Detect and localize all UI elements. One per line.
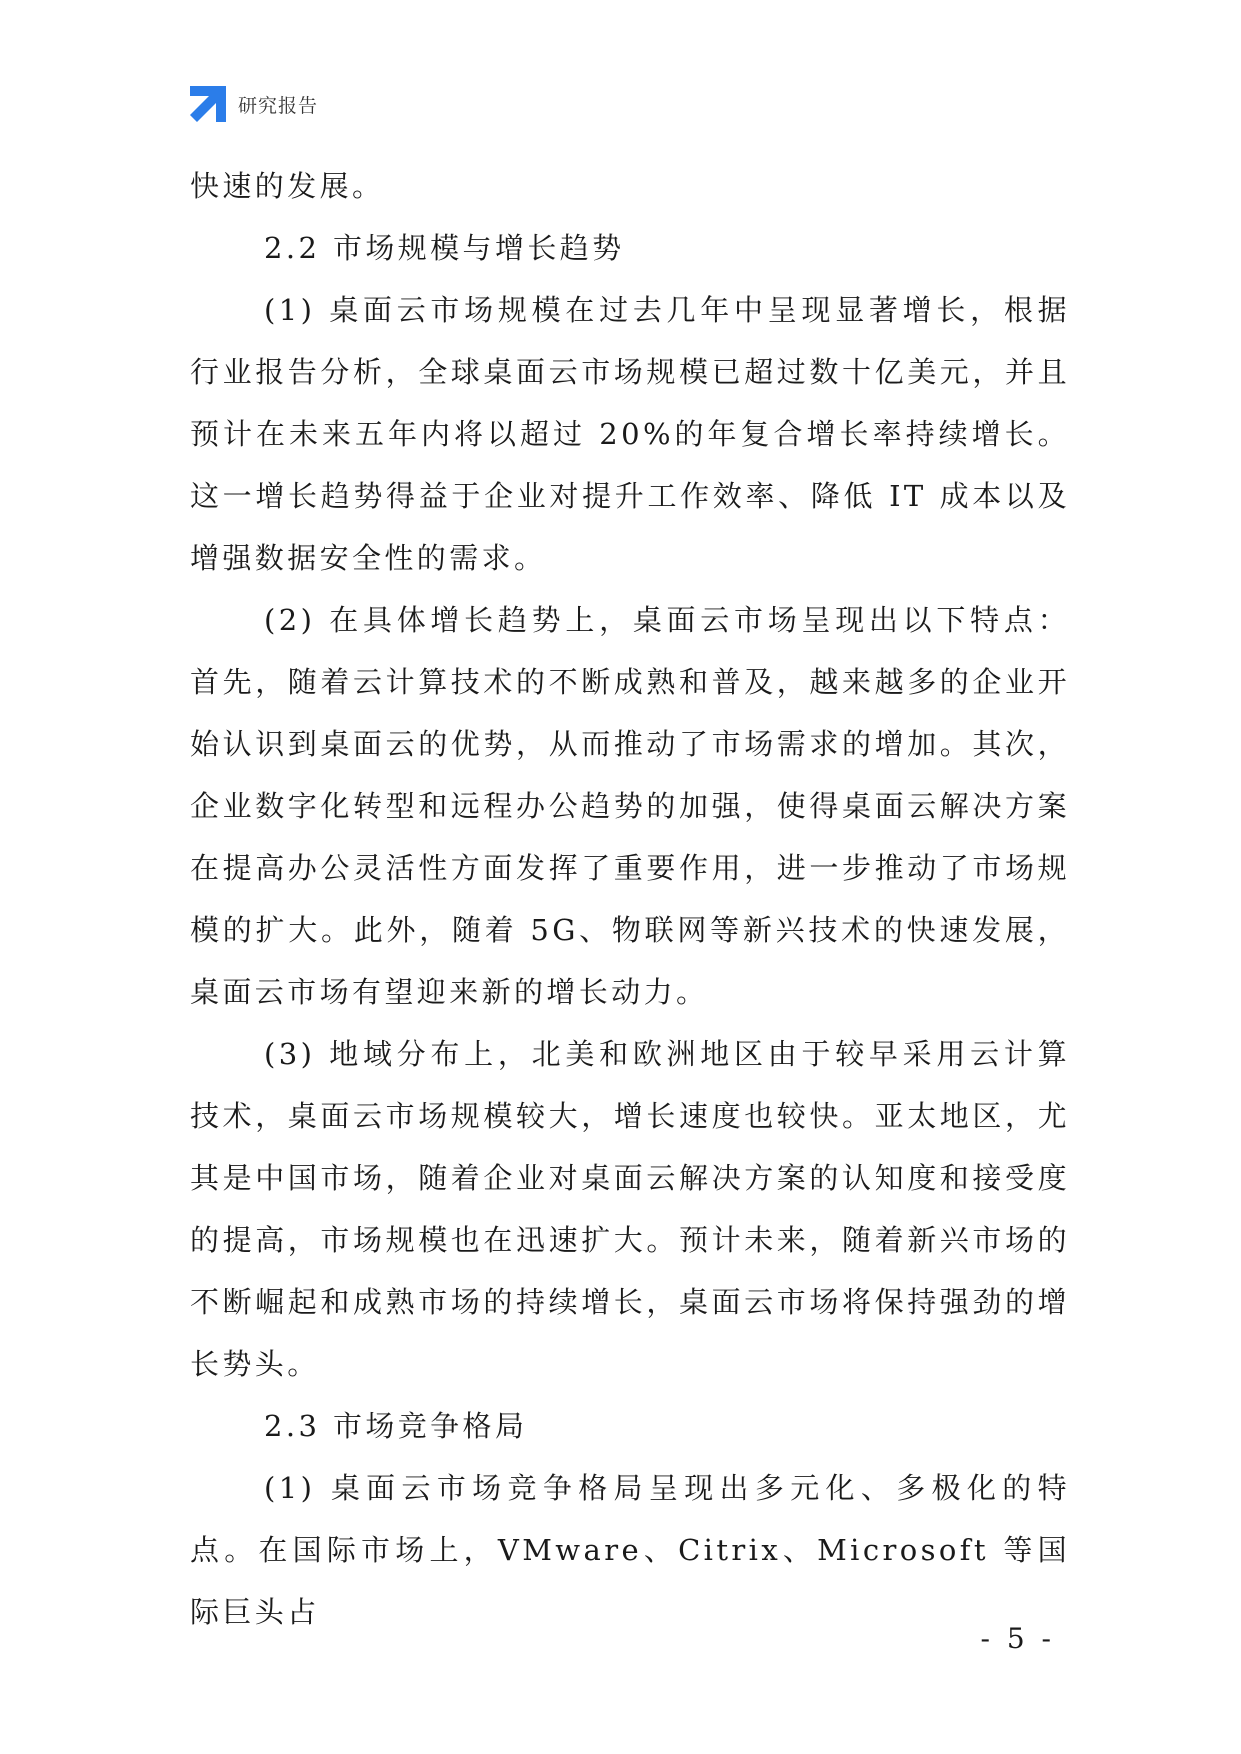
page-header: [190, 86, 318, 122]
paragraph-market-size: (1) 桌面云市场规模在过去几年中呈现显著增长，根据行业报告分析，全球桌面云市场规模已超过数十亿美元，并且预计在未来五年内将以超过 20%的年复合增长率持续增长。这一增长趋势得益于企业对提升工作效率、降低 IT 成本以及增强数据安全性的需求。: [190, 293, 1070, 575]
paragraph-growth-trends: (2) 在具体增长趋势上，桌面云市场呈现出以下特点：首先，随着云计算技术的不断成熟和普及，越来越多的企业开始认识到桌面云的优势，从而推动了市场需求的增加。其次，企业数字化转型和远程办公趋势的加强，使得桌面云解决方案在提高办公灵活性方面发挥了重要作用，进一步推动了市场规模的扩大。此外，随着 5G、物联网等新兴技术的快速发展，桌面云市场有望迎来新的增长动力。: [190, 603, 1070, 1009]
document-body: [190, 155, 1070, 1643]
page-number: - 5 -: [980, 1622, 1055, 1655]
paragraph-continuation: 快速的发展。: [190, 169, 385, 203]
paragraph-competition: (1) 桌面云市场竞争格局呈现出多元化、多极化的特点。在国际市场上，VMware、Citrix、Microsoft 等国际巨头占: [190, 1471, 1070, 1629]
header-title: 研究报告: [238, 94, 319, 117]
section-heading-2-2: 2.2 市场规模与增长趋势: [264, 231, 625, 265]
section-heading-2-3: 2.3 市场竞争格局: [264, 1409, 528, 1443]
arrow-logo-icon: [190, 86, 226, 122]
paragraph-regional-distribution: (3) 地域分布上，北美和欧洲地区由于较早采用云计算技术，桌面云市场规模较大，增长速度也较快。亚太地区，尤其是中国市场，随着企业对桌面云解决方案的认知度和接受度的提高，市场规模也在迅速扩大。预计未来，随着新兴市场的不断崛起和成熟市场的持续增长，桌面云市场将保持强劲的增长势头。: [190, 1037, 1070, 1381]
